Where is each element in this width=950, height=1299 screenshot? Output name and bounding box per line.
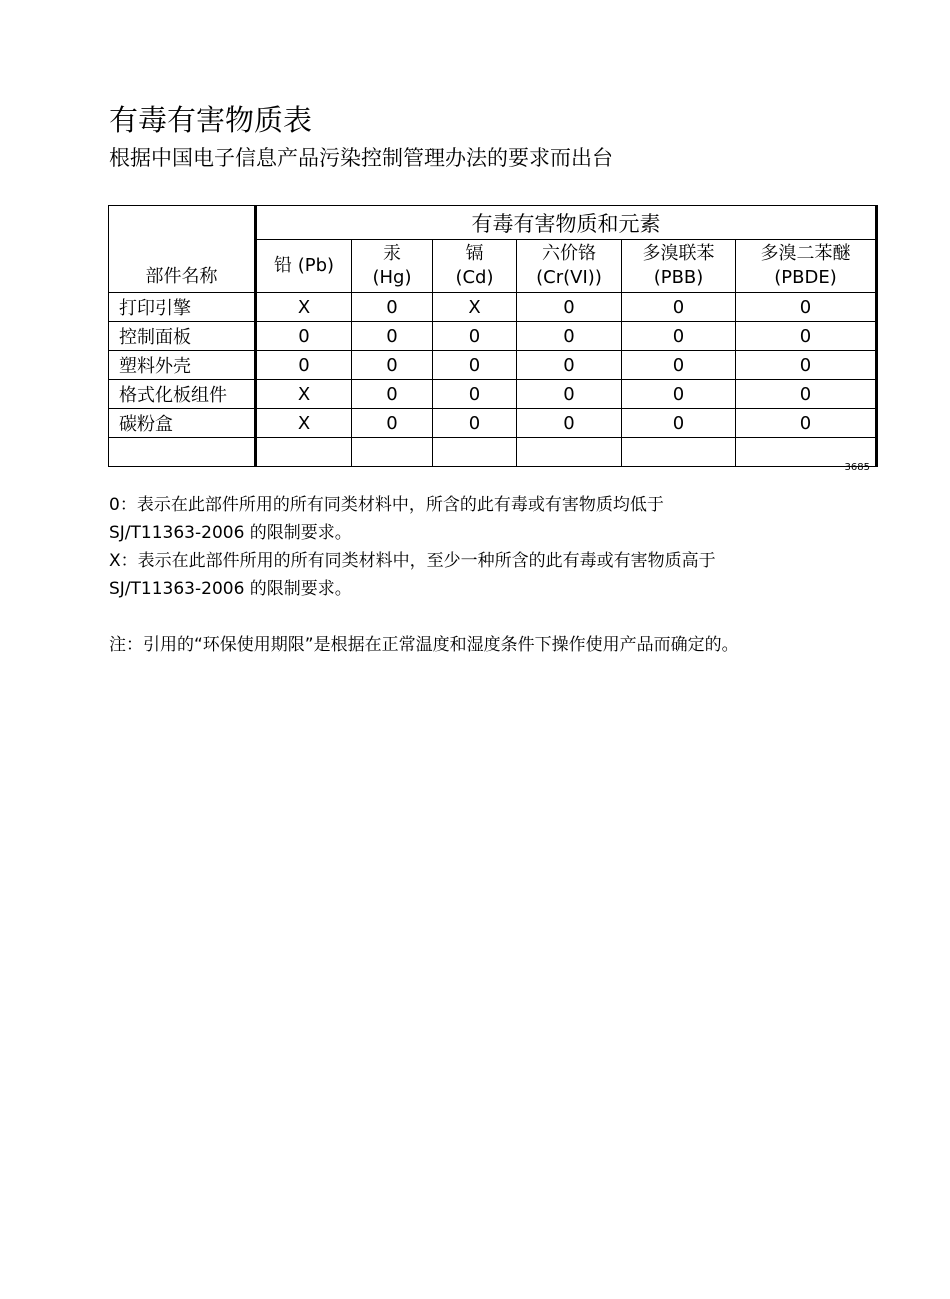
table-cell — [622, 438, 736, 467]
table-cell: 0 — [622, 380, 736, 409]
column-header-cr6: 六价铬 (Cr(VI)) — [517, 240, 622, 293]
page-subtitle: 根据中国电子信息产品污染控制管理办法的要求而出台 — [109, 146, 613, 170]
table-row — [109, 351, 877, 380]
legend-notes — [109, 491, 909, 603]
table-cell: 0 — [736, 293, 877, 322]
hazardous-substance-table — [108, 205, 878, 467]
table-cell — [433, 438, 517, 467]
column-header-cd: 镉 (Cd) — [433, 240, 517, 293]
figure-code: 3685 — [844, 462, 870, 473]
table-cell: 0 — [352, 351, 433, 380]
table-row — [109, 322, 877, 351]
column-header-pb: 铅 (Pb) — [256, 240, 352, 293]
part-name: 塑料外壳 — [109, 351, 256, 380]
table-cell: X — [433, 293, 517, 322]
table-row — [109, 409, 877, 438]
table-cell: 0 — [622, 322, 736, 351]
table-cell: 0 — [736, 322, 877, 351]
note-x-line2: SJ/T11363-2006 的限制要求。 — [109, 579, 352, 599]
page-title: 有毒有害物质表 — [109, 103, 313, 137]
table-cell: 0 — [433, 380, 517, 409]
table-cell: 0 — [517, 380, 622, 409]
table-cell: X — [256, 293, 352, 322]
part-name: 打印引擎 — [109, 293, 256, 322]
column-header-hg: 汞 (Hg) — [352, 240, 433, 293]
table-cell — [256, 438, 352, 467]
parts-column-header: 部件名称 — [109, 206, 256, 293]
table-cell: 0 — [433, 409, 517, 438]
table-cell: X — [256, 409, 352, 438]
table-cell: 0 — [352, 322, 433, 351]
table-cell: 0 — [622, 351, 736, 380]
table-cell: 0 — [256, 322, 352, 351]
table-cell — [517, 438, 622, 467]
table-cell: X — [256, 380, 352, 409]
substances-group-header: 有毒有害物质和元素 — [256, 206, 877, 240]
table-cell: 0 — [736, 409, 877, 438]
table-cell: 0 — [352, 293, 433, 322]
table-cell: 0 — [517, 293, 622, 322]
table-cell: 0 — [622, 293, 736, 322]
part-name: 格式化板组件 — [109, 380, 256, 409]
table-cell: 0 — [352, 380, 433, 409]
note-x-line1: X：表示在此部件所用的所有同类材料中，至少一种所含的此有毒或有害物质高于 — [109, 551, 716, 571]
note-zero-line2: SJ/T11363-2006 的限制要求。 — [109, 523, 352, 543]
table-cell: 0 — [352, 409, 433, 438]
table-cell: 0 — [517, 409, 622, 438]
table-cell: 0 — [433, 322, 517, 351]
table-cell: 0 — [622, 409, 736, 438]
table-row — [109, 380, 877, 409]
table-cell: 0 — [256, 351, 352, 380]
table-cell: 0 — [517, 322, 622, 351]
column-header-pbde: 多溴二苯醚 (PBDE) — [736, 240, 877, 293]
note-zero-line1: 0：表示在此部件所用的所有同类材料中，所含的此有毒或有害物质均低于 — [109, 495, 664, 515]
part-name — [109, 438, 256, 467]
part-name: 碳粉盒 — [109, 409, 256, 438]
part-name: 控制面板 — [109, 322, 256, 351]
table-row — [109, 293, 877, 322]
table-row-empty — [109, 438, 877, 467]
table-cell: 0 — [736, 380, 877, 409]
remark-note: 注：引用的“环保使用期限”是根据在正常温度和湿度条件下操作使用产品而确定的。 — [109, 635, 739, 655]
table-cell: 0 — [736, 351, 877, 380]
table-cell: 0 — [517, 351, 622, 380]
column-header-pbb: 多溴联苯 (PBB) — [622, 240, 736, 293]
table-cell — [352, 438, 433, 467]
table-cell: 0 — [433, 351, 517, 380]
